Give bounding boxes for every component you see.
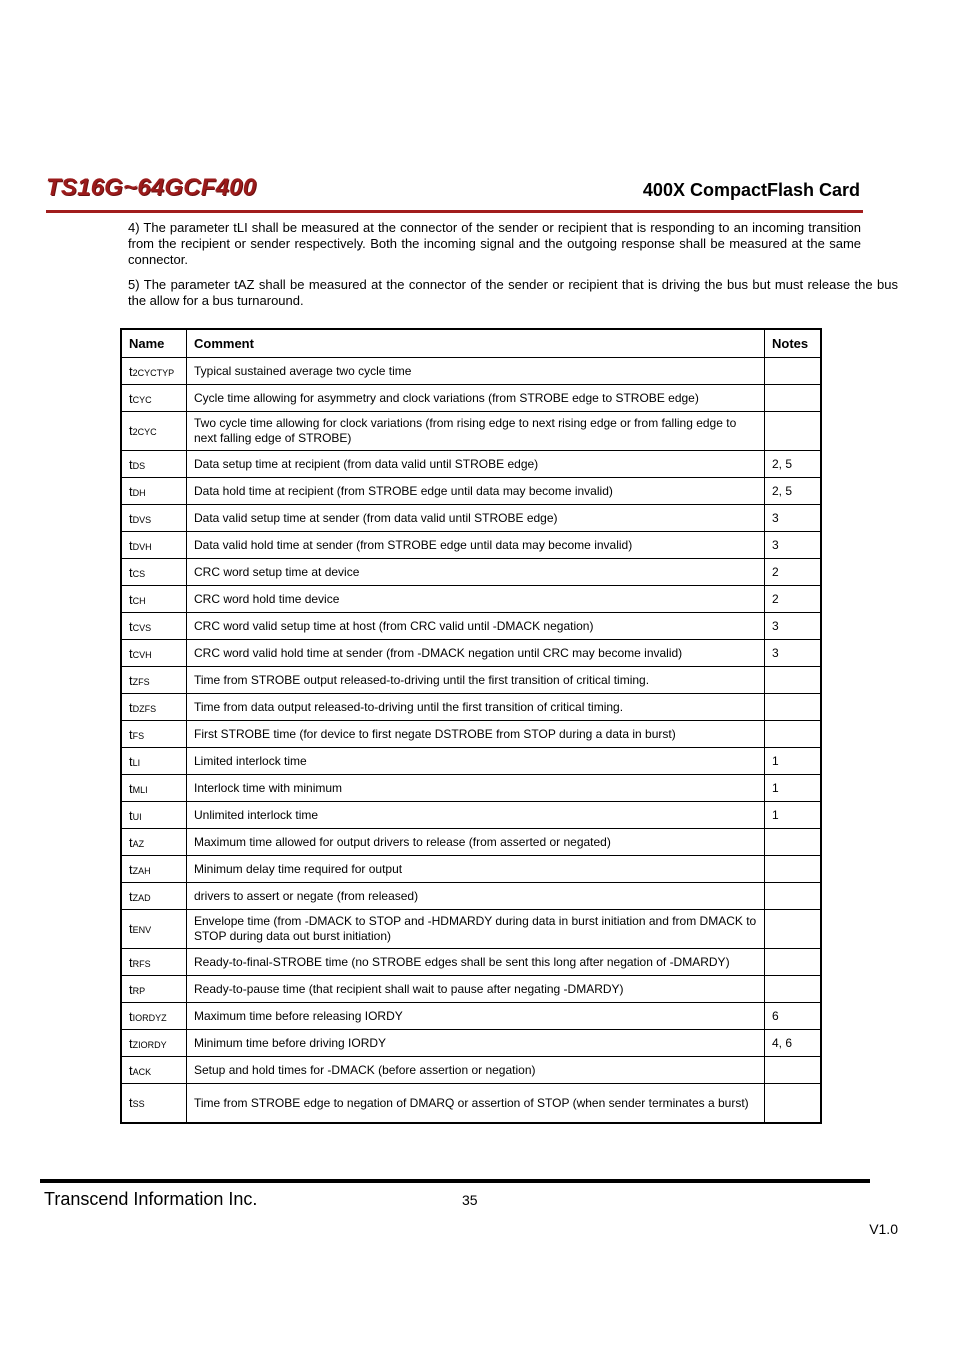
param-comment: Data setup time at recipient (from data valid until STROBE edge) bbox=[187, 451, 765, 478]
table-row bbox=[121, 667, 821, 694]
param-base: t bbox=[129, 1094, 133, 1110]
param-comment: Data hold time at recipient (from STROBE edge until data may become invalid) bbox=[187, 478, 765, 505]
param-base: t bbox=[129, 564, 133, 580]
param-subscript: AZ bbox=[132, 838, 145, 849]
param-notes: 3 bbox=[765, 532, 822, 559]
param-comment: First STROBE time (for device to first negate DSTROBE from STOP during a data in burst) bbox=[187, 721, 765, 748]
param-notes: 1 bbox=[765, 802, 822, 829]
param-base: t bbox=[129, 363, 133, 379]
table-row bbox=[121, 505, 821, 532]
param-subscript: CH bbox=[132, 595, 146, 606]
document-title: TS16G~64GCF400 bbox=[46, 174, 257, 201]
param-name bbox=[121, 478, 187, 505]
param-name bbox=[121, 883, 187, 910]
param-subscript: DVH bbox=[132, 541, 152, 552]
param-base: t bbox=[129, 920, 133, 936]
param-base: t bbox=[129, 780, 133, 796]
param-name bbox=[121, 1003, 187, 1030]
table-row bbox=[121, 829, 821, 856]
param-notes bbox=[765, 412, 822, 451]
param-base: t bbox=[129, 1062, 133, 1078]
param-comment: Minimum delay time required for output bbox=[187, 856, 765, 883]
param-name bbox=[121, 1084, 187, 1124]
param-base: t bbox=[129, 981, 133, 997]
param-comment: drivers to assert or negate (from released) bbox=[187, 883, 765, 910]
param-comment: Time from STROBE edge to negation of DMARQ or assertion of STOP (when sender terminates a burst) bbox=[187, 1084, 765, 1124]
param-base: t bbox=[129, 834, 133, 850]
param-comment: CRC word hold time device bbox=[187, 586, 765, 613]
param-comment: Ready-to-final-STROBE time (no STROBE edges shall be sent this long after negation of -DMARDY) bbox=[187, 949, 765, 976]
param-comment: Unlimited interlock time bbox=[187, 802, 765, 829]
param-subscript: DVS bbox=[132, 514, 152, 525]
param-base: t bbox=[129, 861, 133, 877]
table-row bbox=[121, 883, 821, 910]
param-base: t bbox=[129, 726, 133, 742]
param-name bbox=[121, 1057, 187, 1084]
table-row bbox=[121, 1084, 821, 1124]
param-comment: Interlock time with minimum bbox=[187, 775, 765, 802]
param-subscript: CS bbox=[132, 568, 146, 579]
param-notes bbox=[765, 694, 822, 721]
param-base: t bbox=[129, 591, 133, 607]
param-notes bbox=[765, 910, 822, 949]
param-notes: 6 bbox=[765, 1003, 822, 1030]
param-base: t bbox=[129, 390, 133, 406]
table-row bbox=[121, 1030, 821, 1057]
table-row bbox=[121, 1057, 821, 1084]
param-notes bbox=[765, 385, 822, 412]
param-notes bbox=[765, 721, 822, 748]
param-subscript: ENV bbox=[132, 924, 152, 935]
table-row bbox=[121, 910, 821, 949]
param-name bbox=[121, 748, 187, 775]
table-header-row bbox=[121, 329, 821, 358]
note-5 bbox=[128, 277, 898, 309]
param-name bbox=[121, 385, 187, 412]
param-subscript: CYC bbox=[132, 394, 152, 405]
table-row bbox=[121, 559, 821, 586]
param-base: t bbox=[129, 483, 133, 499]
param-comment: Limited interlock time bbox=[187, 748, 765, 775]
table-row bbox=[121, 775, 821, 802]
param-name bbox=[121, 640, 187, 667]
param-base: t bbox=[129, 1008, 133, 1024]
param-notes bbox=[765, 1084, 822, 1124]
param-subscript: ZIORDY bbox=[132, 1039, 167, 1050]
param-comment: Data valid setup time at sender (from data valid until STROBE edge) bbox=[187, 505, 765, 532]
param-subscript: SS bbox=[132, 1098, 145, 1109]
table-row bbox=[121, 385, 821, 412]
table-row bbox=[121, 856, 821, 883]
param-base: t bbox=[129, 618, 133, 634]
header-notes: Notes bbox=[765, 329, 822, 358]
param-subscript: FS bbox=[132, 730, 145, 741]
param-notes bbox=[765, 856, 822, 883]
param-name bbox=[121, 976, 187, 1003]
param-name bbox=[121, 532, 187, 559]
param-notes: 3 bbox=[765, 505, 822, 532]
param-name bbox=[121, 856, 187, 883]
table-row bbox=[121, 721, 821, 748]
param-name bbox=[121, 586, 187, 613]
param-base: t bbox=[129, 510, 133, 526]
param-name bbox=[121, 1030, 187, 1057]
page-number: 35 bbox=[462, 1192, 478, 1208]
table-row bbox=[121, 748, 821, 775]
param-notes: 1 bbox=[765, 748, 822, 775]
param-base: t bbox=[129, 807, 133, 823]
param-subscript: CVS bbox=[132, 622, 152, 633]
param-name bbox=[121, 559, 187, 586]
table-row bbox=[121, 358, 821, 385]
param-comment: Minimum time before driving IORDY bbox=[187, 1030, 765, 1057]
param-name bbox=[121, 412, 187, 451]
param-notes: 2, 5 bbox=[765, 451, 822, 478]
param-name bbox=[121, 721, 187, 748]
param-subscript: 2CYCTYP bbox=[132, 367, 175, 378]
header-comment: Comment bbox=[187, 329, 765, 358]
header-name: Name bbox=[121, 329, 187, 358]
param-comment: Typical sustained average two cycle time bbox=[187, 358, 765, 385]
param-notes: 2, 5 bbox=[765, 478, 822, 505]
table-row bbox=[121, 640, 821, 667]
param-subscript: UI bbox=[132, 811, 142, 822]
param-notes bbox=[765, 667, 822, 694]
header-rule bbox=[46, 210, 863, 213]
param-comment: CRC word setup time at device bbox=[187, 559, 765, 586]
param-name bbox=[121, 829, 187, 856]
param-base: t bbox=[129, 888, 133, 904]
param-name bbox=[121, 949, 187, 976]
footer-rule bbox=[40, 1179, 870, 1183]
note-text: The parameter tAZ shall be measured at the connector of the sender or recipient that is driving the bus but must release the bus the allow for a bus turnaround. bbox=[128, 277, 898, 308]
param-base: t bbox=[129, 456, 133, 472]
table-row bbox=[121, 949, 821, 976]
param-notes: 2 bbox=[765, 559, 822, 586]
param-notes: 1 bbox=[765, 775, 822, 802]
param-base: t bbox=[129, 699, 133, 715]
param-notes: 3 bbox=[765, 613, 822, 640]
param-comment: Envelope time (from -DMACK to STOP and -HDMARDY during data in burst initiation and from DMACK to STOP during data out burst initiation) bbox=[187, 910, 765, 949]
table-row bbox=[121, 532, 821, 559]
timing-table bbox=[120, 328, 822, 1124]
param-subscript: DZFS bbox=[132, 703, 157, 714]
param-notes: 4, 6 bbox=[765, 1030, 822, 1057]
table-row bbox=[121, 1003, 821, 1030]
param-comment: Data valid hold time at sender (from STROBE edge until data may become invalid) bbox=[187, 532, 765, 559]
param-notes bbox=[765, 949, 822, 976]
param-base: t bbox=[129, 1035, 133, 1051]
param-base: t bbox=[129, 422, 133, 438]
param-subscript: DH bbox=[132, 487, 146, 498]
param-comment: Two cycle time allowing for clock variations (from rising edge to next rising edge or from falling edge to next falling edge of STROBE) bbox=[187, 412, 765, 451]
table-row bbox=[121, 613, 821, 640]
param-subscript: MLI bbox=[132, 784, 148, 795]
param-comment: Time from STROBE output released-to-driving until the first transition of critical timing. bbox=[187, 667, 765, 694]
note-text: The parameter tLI shall be measured at the connector of the sender or recipient that is responding to an incoming transition from the recipient or sender respectively. Both the incoming signal and the outgoing response shall be measured at the same connector. bbox=[128, 220, 861, 267]
param-notes bbox=[765, 883, 822, 910]
param-subscript: ACK bbox=[132, 1066, 152, 1077]
table-row bbox=[121, 802, 821, 829]
document-subtitle: 400X CompactFlash Card bbox=[642, 180, 860, 200]
param-subscript: 2CYC bbox=[132, 426, 157, 437]
footer-company: Transcend Information Inc. bbox=[44, 1189, 258, 1209]
table-row bbox=[121, 478, 821, 505]
param-comment: Time from data output released-to-driving until the first transition of critical timing. bbox=[187, 694, 765, 721]
param-name bbox=[121, 613, 187, 640]
param-comment: Maximum time allowed for output drivers to release (from asserted or negated) bbox=[187, 829, 765, 856]
param-base: t bbox=[129, 753, 133, 769]
param-name bbox=[121, 775, 187, 802]
param-subscript: ZAH bbox=[132, 865, 151, 876]
param-comment: Ready-to-pause time (that recipient shall wait to pause after negating -DMARDY) bbox=[187, 976, 765, 1003]
param-subscript: RFS bbox=[132, 958, 151, 969]
param-comment: Cycle time allowing for asymmetry and clock variations (from STROBE edge to STROBE edge) bbox=[187, 385, 765, 412]
param-notes bbox=[765, 976, 822, 1003]
param-base: t bbox=[129, 672, 133, 688]
param-notes bbox=[765, 358, 822, 385]
table-body bbox=[121, 358, 821, 1124]
param-comment: Setup and hold times for -DMACK (before assertion or negation) bbox=[187, 1057, 765, 1084]
param-name bbox=[121, 694, 187, 721]
param-name bbox=[121, 451, 187, 478]
param-comment: Maximum time before releasing IORDY bbox=[187, 1003, 765, 1030]
table-row bbox=[121, 412, 821, 451]
param-notes bbox=[765, 1057, 822, 1084]
param-notes: 3 bbox=[765, 640, 822, 667]
param-subscript: ZFS bbox=[132, 676, 150, 687]
param-name bbox=[121, 505, 187, 532]
param-notes: 2 bbox=[765, 586, 822, 613]
table-row bbox=[121, 694, 821, 721]
table-row bbox=[121, 451, 821, 478]
param-subscript: LI bbox=[132, 757, 141, 768]
param-subscript: RP bbox=[132, 985, 146, 996]
param-comment: CRC word valid hold time at sender (from -DMACK negation until CRC may become invalid) bbox=[187, 640, 765, 667]
param-subscript: DS bbox=[132, 460, 146, 471]
note-4 bbox=[128, 220, 861, 268]
param-name bbox=[121, 910, 187, 949]
note-number: 4) bbox=[128, 220, 140, 235]
param-name bbox=[121, 802, 187, 829]
param-subscript: CVH bbox=[132, 649, 152, 660]
param-base: t bbox=[129, 954, 133, 970]
table-row bbox=[121, 976, 821, 1003]
param-base: t bbox=[129, 537, 133, 553]
param-name bbox=[121, 667, 187, 694]
param-base: t bbox=[129, 645, 133, 661]
param-subscript: IORDYZ bbox=[132, 1012, 167, 1023]
param-subscript: ZAD bbox=[132, 892, 151, 903]
version-label: V1.0 bbox=[869, 1221, 898, 1237]
param-name bbox=[121, 358, 187, 385]
param-comment: CRC word valid setup time at host (from CRC valid until -DMACK negation) bbox=[187, 613, 765, 640]
note-number: 5) bbox=[128, 277, 140, 292]
table-row bbox=[121, 586, 821, 613]
param-notes bbox=[765, 829, 822, 856]
